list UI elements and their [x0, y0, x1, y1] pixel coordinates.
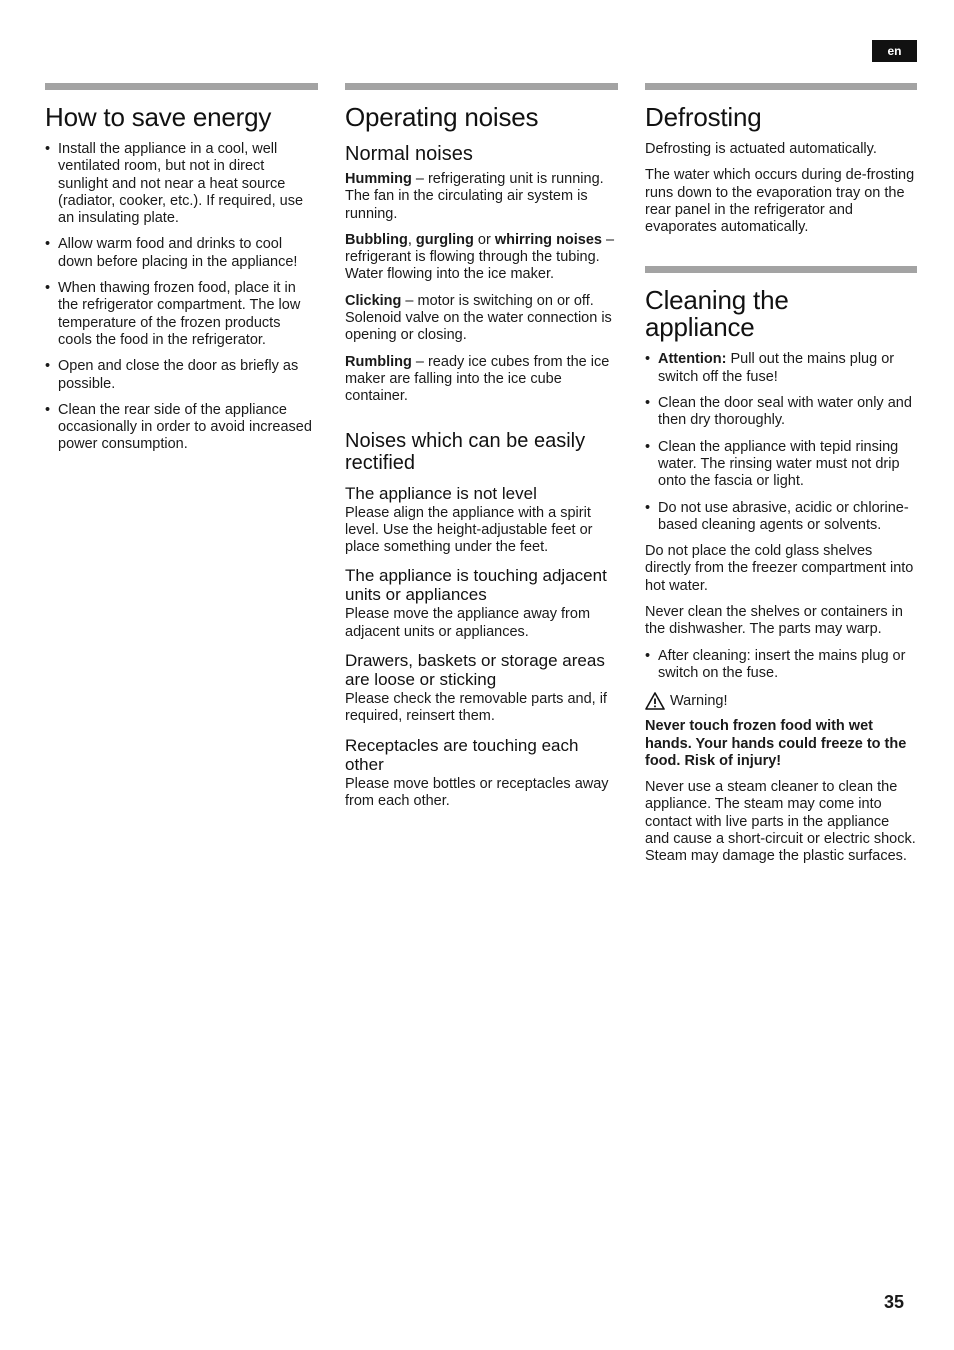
- list-item: • After cleaning: insert the mains plug or switch on the fuse.: [645, 648, 917, 683]
- section-divider-bar: [345, 83, 618, 90]
- heading-defrosting: Defrosting: [645, 102, 762, 132]
- list-item: • Allow warm food and drinks to cool down before placing in the appliance!: [45, 236, 318, 271]
- heading-cleaning: Cleaning the appliance: [645, 285, 789, 343]
- term-attention: Attention:: [658, 351, 727, 368]
- text-clicking: – motor is switching on or off. Solenoid valve on the water connection is opening or closing.: [345, 292, 612, 344]
- issue-text: Please check the removable parts and, if required, reinsert them.: [345, 691, 607, 725]
- list-item: • Clean the appliance with tepid rinsing water. The rinsing water must not drip onto the fascia or light.: [645, 439, 917, 491]
- cleaning-list: [645, 351, 917, 534]
- list-item: • Clean the door seal with water only and then dry thoroughly.: [645, 395, 917, 430]
- warning-text: Never touch frozen food with wet hands. Your hands could freeze to the food. Risk of injury!: [645, 718, 907, 769]
- term-humming: Humming: [345, 171, 412, 187]
- term-bubbling: Bubbling: [345, 231, 408, 248]
- text-attention: Pull out the mains plug or switch off the fuse!: [658, 351, 895, 385]
- issue-title: The appliance is not level: [345, 483, 537, 503]
- paragraph-defrost-auto: Defrosting is actuated automatically.: [645, 141, 877, 157]
- heading-normal-noises: Normal noises: [345, 143, 473, 165]
- paragraph-clicking: [345, 293, 618, 345]
- section-operating-noises: [345, 83, 618, 819]
- section-divider-bar: [645, 266, 917, 273]
- or-word: or: [473, 231, 495, 248]
- paragraph-defrost-water: The water which occurs during de-frosting runs down to the evaporation tray on the rear panel in the refrigerator and evaporates automatically.: [645, 167, 915, 236]
- language-tag: en: [872, 40, 917, 62]
- after-cleaning-list: [645, 648, 917, 683]
- text-bubbling: – refrigerant is flowing through the tubing. Water flowing into the ice maker.: [345, 231, 615, 283]
- heading-operating-noises: Operating noises: [345, 102, 539, 132]
- comma-separator: ,: [407, 231, 416, 248]
- list-item: • Open and close the door as briefly as possible.: [45, 358, 318, 393]
- warning-heading: [645, 692, 917, 710]
- list-item: • When thawing frozen food, place it in the refrigerator compartment. The low temperature of the frozen products cools the food in the refrigerator.: [45, 280, 318, 349]
- list-item: [645, 351, 917, 386]
- list-item: • Clean the rear side of the appliance occasionally in order to avoid increased power consumption.: [45, 402, 318, 454]
- energy-tips-list: [45, 141, 318, 454]
- heading-rectified-noises: Noises which can be easily rectified: [345, 429, 586, 474]
- text-rumbling: – ready ice cubes from the ice maker are falling into the ice cube container.: [345, 353, 610, 405]
- issue-title: The appliance is touching adjacent units or appliances: [345, 566, 607, 605]
- term-whirring: whirring noises: [494, 231, 603, 248]
- issue-text: Please align the appliance with a spirit level. Use the height-adjustable feet or place something under the feet.: [345, 504, 593, 556]
- warning-label: Warning!: [670, 692, 728, 709]
- paragraph-dishwasher: Never clean the shelves or containers in the dishwasher. The parts may warp.: [645, 604, 903, 638]
- heading-save-energy: How to save energy: [45, 102, 272, 132]
- section-save-energy: [45, 83, 318, 463]
- paragraph-humming: [345, 171, 618, 223]
- issue-title: Drawers, baskets or storage areas are loose or sticking: [345, 651, 605, 690]
- warning-triangle-icon: [645, 692, 665, 710]
- text-humming: – refrigerating unit is running. The fan in the circulating air system is running.: [345, 171, 604, 222]
- page-number: 35: [884, 1292, 905, 1312]
- section-divider-bar: [645, 83, 917, 90]
- term-rumbling: Rumbling: [345, 353, 412, 370]
- term-gurgling: gurgling: [415, 231, 474, 248]
- list-item: • Do not use abrasive, acidic or chlorine-based cleaning agents or solvents.: [645, 500, 917, 535]
- section-divider-bar: [45, 83, 318, 90]
- term-clicking: Clicking: [345, 292, 402, 309]
- list-item: • Install the appliance in a cool, well ventilated room, but not in direct sunlight and not near a heat source (radiator, cooker, etc.). If required, use an insulating plate.: [45, 141, 318, 227]
- issue-text: Please move bottles or receptacles away from each other.: [345, 775, 609, 809]
- paragraph-bubbling: [345, 232, 618, 284]
- paragraph-steam-cleaner: Never use a steam cleaner to clean the appliance. The steam may come into contact with live parts in the appliance and cause a short-circuit or electric shock. Steam may damage the plastic surfaces.: [645, 779, 916, 865]
- paragraph-glass-shelves: Do not place the cold glass shelves directly from the freezer compartment into hot water.: [645, 543, 914, 594]
- section-defrost-cleaning: [645, 83, 917, 875]
- issue-title: Receptacles are touching each other: [345, 735, 579, 774]
- paragraph-rumbling: [345, 354, 618, 406]
- issue-text: Please move the appliance away from adjacent units or appliances.: [345, 606, 591, 640]
